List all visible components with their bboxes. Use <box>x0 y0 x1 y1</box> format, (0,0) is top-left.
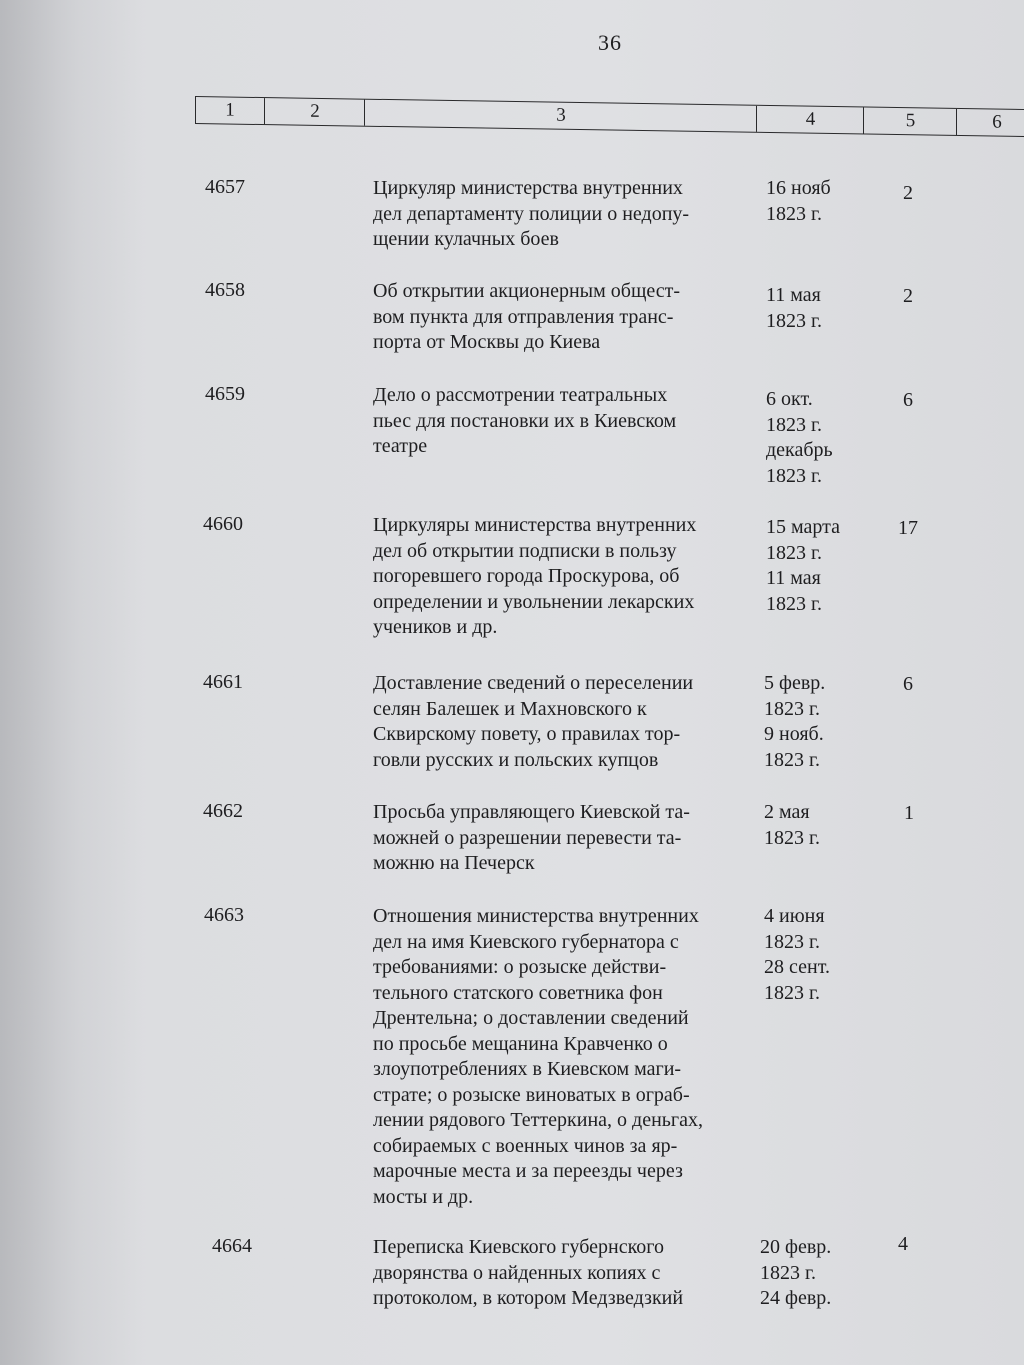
entry-number: 4663 <box>204 904 244 926</box>
date-line: 1823 г. <box>766 541 822 564</box>
description-line: погоревшего города Проскурова, об <box>373 565 680 587</box>
description-line: говли русских и польских купцов <box>373 748 659 771</box>
description-line: дворянства о найденных копиях с <box>373 1261 661 1284</box>
date-line: 1823 г. <box>760 1261 816 1284</box>
date-line: 1823 г. <box>764 826 820 849</box>
date-line: 24 февр. <box>760 1287 832 1309</box>
description-line: тельного статского советника фон <box>373 981 663 1004</box>
sheet-count: 2 <box>903 182 913 204</box>
description-line: Дело о рассмотрении театральных <box>373 384 668 406</box>
description-line: театре <box>373 435 428 457</box>
description-line: Сквирскому повету, о правилах тор- <box>373 723 681 745</box>
entry-number: 4660 <box>203 513 243 535</box>
description-line: Отношения министерства внутренних <box>373 905 699 927</box>
entry-number: 4662 <box>203 800 243 822</box>
description-line: Дрентельна; о доставлении сведений <box>373 1007 689 1029</box>
column-header-1: 1 <box>225 99 235 121</box>
column-header-row <box>195 96 1024 137</box>
date-line: 1823 г. <box>766 464 822 487</box>
description-line: Об открытии акционерным общест- <box>373 280 681 302</box>
date-line: 9 нояб. <box>764 723 824 745</box>
description-line: Циркуляры министерства внутренних <box>373 514 697 536</box>
book-spine-shadow <box>0 0 140 1365</box>
description-line: по просьбе мещанина Кравченко о <box>373 1032 668 1055</box>
entry-dates <box>766 283 822 334</box>
description-line: можней о разрешении перевести та- <box>373 826 682 849</box>
entry-description <box>373 176 753 253</box>
description-line: дел на имя Киевского губернатора с <box>373 930 679 953</box>
description-line: протоколом, в котором Медзведзкий <box>373 1287 684 1309</box>
date-line: 1823 г. <box>766 309 822 332</box>
sheet-count: 2 <box>903 285 913 307</box>
date-line: 1823 г. <box>766 413 822 436</box>
date-line: 4 июня <box>764 905 825 927</box>
date-line: 6 окт. <box>766 388 813 410</box>
date-line: 1823 г. <box>764 930 820 953</box>
description-line: Доставление сведений о переселении <box>373 672 694 694</box>
description-line: дел департаменту полиции о недопу- <box>373 202 690 225</box>
entry-description <box>373 1235 753 1312</box>
description-line: учеников и др. <box>373 616 498 638</box>
description-line: дел об открытии подписки в пользу <box>373 539 677 562</box>
date-line: 16 нояб <box>766 177 831 199</box>
column-header-2: 2 <box>264 98 365 126</box>
description-line: пьес для постановки их в Киевском <box>373 409 677 432</box>
date-line: 1823 г. <box>764 697 820 720</box>
entry-dates <box>764 671 825 773</box>
description-line: требованиями: о розыске действи- <box>373 956 667 978</box>
entry-dates <box>766 176 831 227</box>
description-line: селян Балешек и Махновского к <box>373 697 647 720</box>
entry-description <box>373 800 753 877</box>
page-number: 36 <box>598 30 622 55</box>
entry-number: 4657 <box>205 176 245 198</box>
column-header-6: 6 <box>956 109 1024 136</box>
description-line: лении рядового Теттеркина, о деньгах, <box>373 1109 703 1131</box>
description-line: вом пункта для отправления транс- <box>373 305 674 328</box>
column-header-5: 5 <box>863 107 957 134</box>
date-line: декабрь <box>766 439 833 461</box>
date-line: 20 февр. <box>760 1236 832 1258</box>
column-header-3: 3 <box>364 100 757 132</box>
date-line: 11 мая <box>766 284 821 306</box>
entry-description <box>373 383 753 460</box>
date-line: 1823 г. <box>766 592 822 615</box>
entry-dates <box>764 800 820 851</box>
sheet-count: 17 <box>898 517 918 539</box>
description-line: Переписка Киевского губернского <box>373 1236 665 1258</box>
entry-description <box>373 671 753 773</box>
sheet-count: 1 <box>904 802 914 824</box>
description-line: мосты и др. <box>373 1185 474 1208</box>
description-line: Циркуляр министерства внутренних <box>373 177 683 199</box>
entry-description <box>373 513 753 641</box>
description-line: щении кулачных боев <box>373 228 559 250</box>
column-header-4: 4 <box>756 106 864 134</box>
entry-number: 4661 <box>203 671 243 693</box>
date-line: 1823 г. <box>764 748 820 771</box>
date-line: 1823 г. <box>766 202 822 225</box>
entry-number: 4659 <box>205 383 245 405</box>
entry-number: 4664 <box>212 1235 252 1257</box>
sheet-count: 6 <box>903 389 913 411</box>
sheet-count: 6 <box>903 673 913 695</box>
sheet-count: 4 <box>898 1233 908 1255</box>
description-line: марочные места и за переезды через <box>373 1160 683 1182</box>
description-line: Просьба управляющего Киевской та- <box>373 801 690 823</box>
date-line: 11 мая <box>766 567 821 589</box>
entry-number: 4658 <box>205 279 245 301</box>
entry-description <box>373 904 753 1210</box>
date-line: 15 марта <box>766 516 840 538</box>
date-line: 5 февр. <box>764 672 826 694</box>
date-line: 28 сент. <box>764 956 830 978</box>
description-line: страте; о розыске виноватых в ограб- <box>373 1083 690 1106</box>
date-line: 1823 г. <box>764 981 820 1004</box>
description-line: порта от Москвы до Киева <box>373 331 601 353</box>
entry-dates <box>764 904 830 1006</box>
description-line: злоупотреблениях в Киевском маги- <box>373 1058 682 1080</box>
description-line: собираемых с военных чинов за яр- <box>373 1134 678 1157</box>
entry-dates <box>760 1235 831 1312</box>
entry-description <box>373 279 753 356</box>
date-line: 2 мая <box>764 801 810 823</box>
entry-dates <box>766 387 833 489</box>
description-line: можню на Печерск <box>373 852 535 874</box>
entry-dates <box>766 515 840 617</box>
description-line: определении и увольнении лекарских <box>373 590 695 613</box>
